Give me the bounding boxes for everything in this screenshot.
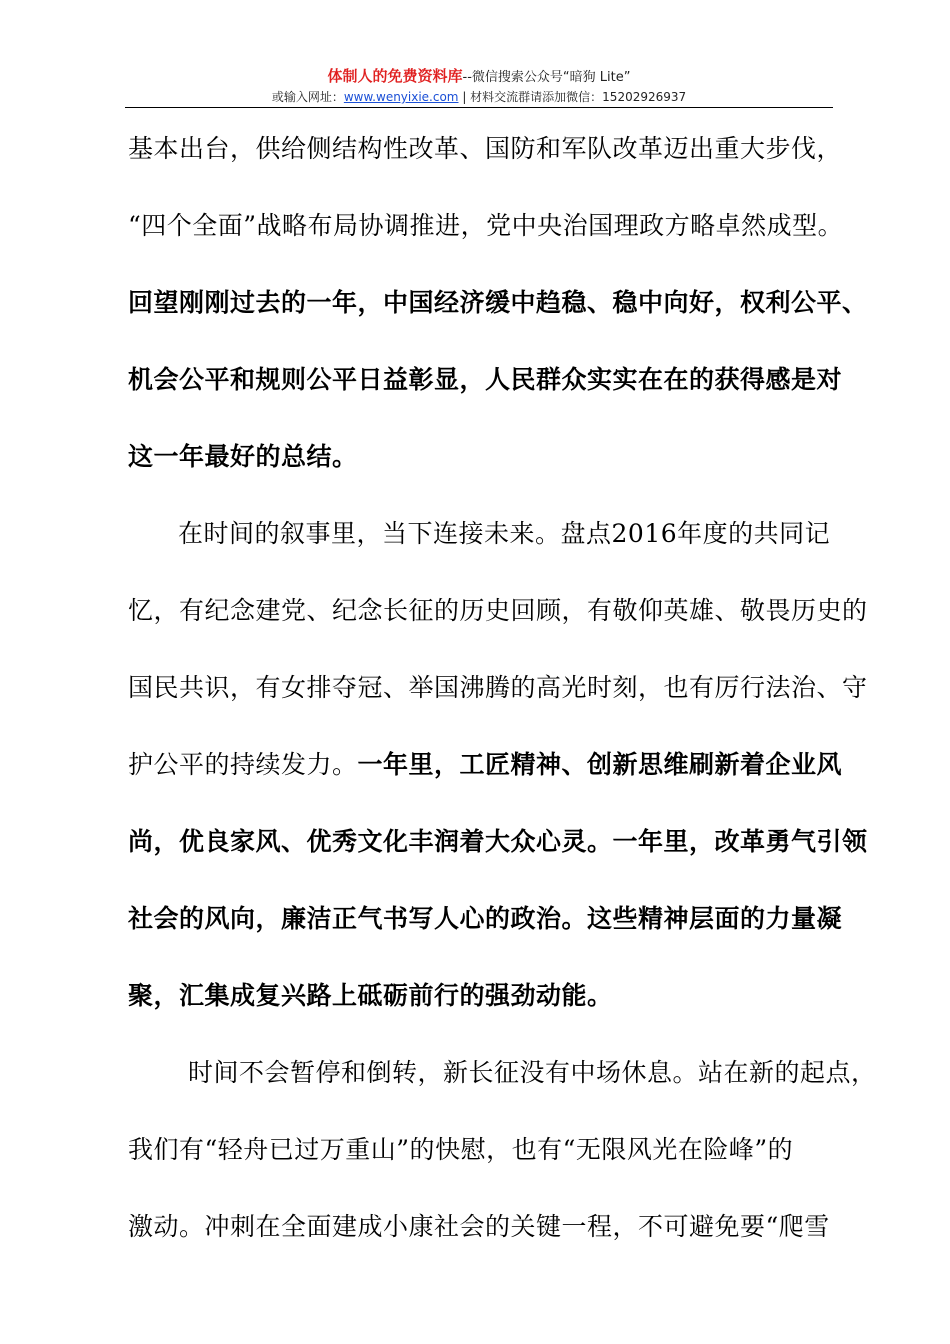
text-line-bold: 社会的风向，廉洁正气书写人心的政治。这些精神层面的力量凝 [128,904,843,933]
header-url-prefix: 或输入网址： [271,90,344,104]
header-divider [125,107,833,108]
header-tagline: --微信搜索公众号“暗狗 Lite” [462,70,631,85]
text-line-bold: 机会公平和规则公平日益彰显，人民群众实实在在的获得感是对 [128,365,843,394]
header-line-2 [125,88,833,106]
text-line: 在时间的叙事里，当下连接未来。盘点2016年度的共同记 [178,519,831,548]
text-line: “四个全面”战略布局协调推进，党中央治国理政方略卓然成型。 [128,211,844,240]
header-contact: | 材料交流群请添加微信：15202926937 [458,90,687,104]
text-line: 忆，有纪念建党、纪念长征的历史回顾，有敬仰英雄、敬畏历史的 [128,596,868,625]
header-line-1 [125,66,833,88]
document-body [128,122,877,1277]
text-line-bold: 这一年最好的总结。 [128,442,358,471]
text-line: 时间不会暂停和倒转，新长征没有中场休息。站在新的起点， [188,1058,877,1087]
text-line-bold: 尚，优良家风、优秀文化丰润着大众心灵。一年里，改革勇气引领 [128,827,868,856]
header-url-link[interactable]: www.wenyixie.com [343,90,459,104]
text-line: 激动。冲刺在全面建成小康社会的关键一程，不可避免要“爬雪 [128,1212,830,1241]
text-line-bold: 回望刚刚过去的一年，中国经济缓中趋稳、稳中向好，权利公平、 [128,288,868,317]
text-line: 基本出台，供给侧结构性改革、国防和军队改革迈出重大步伐， [128,134,843,163]
text-line: 国民共识，有女排夺冠、举国沸腾的高光时刻，也有厉行法治、守 [128,673,868,702]
text-line: 我们有“轻舟已过万重山”的快慰，也有“无限风光在险峰”的 [128,1135,794,1164]
header-brand: 体制人的免费资料库 [327,67,463,85]
text-line-bold: 聚，汇集成复兴路上砥砺前行的强劲动能。 [128,981,613,1010]
text-segment: 护公平的持续发力。 [128,750,358,779]
text-line-mixed [128,738,843,815]
page-header [125,66,833,106]
text-segment-bold: 一年里，工匠精神、创新思维刷新着企业风 [357,750,843,779]
